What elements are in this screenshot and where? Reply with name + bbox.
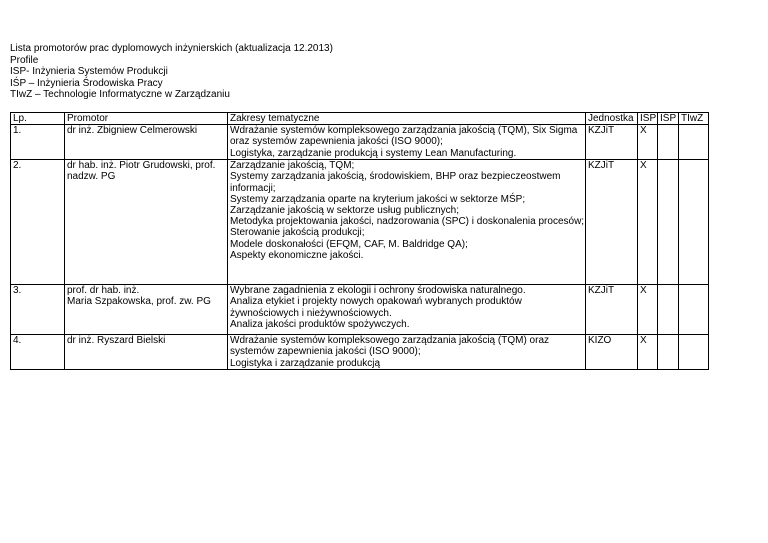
profile-isp: ISP- Inżynieria Systemów Produkcji	[10, 66, 168, 77]
column-header-lp: Lp.	[11, 113, 65, 125]
topic-line: Sterowanie jakością produkcji;	[230, 227, 365, 239]
topic-line: informacji;	[230, 182, 276, 194]
table-header-row	[11, 113, 709, 125]
topic-line: Metodyka projektowania jakości, nadzorowania (SPC) i doskonalenia procesów;	[230, 216, 585, 228]
cell-unit: KZJiT	[586, 285, 638, 335]
topic-line: Modele doskonałości (EFQM, CAF, M. Baldridge QA);	[230, 238, 468, 250]
column-header-isp2: IŚP	[658, 113, 679, 125]
profile-tiwz: TIwZ – Technologie Informatyczne w Zarządzaniu	[10, 89, 230, 100]
cell-tiwz	[679, 125, 709, 160]
promotor-line: nadzw. PG	[67, 171, 116, 183]
topic-line: Wybrane zagadnienia z ekologii i ochrony środowiska naturalnego.	[230, 285, 526, 297]
cell-promotor	[65, 160, 228, 285]
topic-line: systemów zapewnienia jakości (ISO 9000);	[230, 346, 421, 358]
topic-line: żywnościowych i nieżywnościowych.	[230, 307, 392, 319]
topic-line: Analiza etykiet i projekty nowych opakowań wybranych produktów	[230, 296, 522, 308]
cell-isp2	[658, 335, 679, 370]
cell-isp2	[658, 160, 679, 285]
table-row	[11, 285, 709, 335]
topic-line: Systemy zarządzania oparte na kryterium jakości w sektorze MŚP;	[230, 193, 526, 205]
topic-line: Analiza jakości produktów spożywczych.	[230, 318, 410, 330]
cell-topics	[228, 335, 586, 370]
promotors-table	[10, 112, 709, 370]
column-header-unit: Jednostka	[586, 113, 638, 125]
cell-unit: KZJiT	[586, 125, 638, 160]
cell-promotor	[65, 125, 228, 160]
cell-lp: 3.	[11, 285, 65, 335]
cell-topics	[228, 125, 586, 160]
profile-isp2: IŚP – Inżynieria Środowiska Pracy	[10, 77, 163, 89]
topic-line: Logistyka i zarządzanie produkcją	[230, 357, 381, 369]
document-header	[10, 43, 333, 101]
topic-line: Wdrażanie systemów kompleksowego zarządzania jakością (TQM) oraz	[230, 335, 550, 347]
column-header-topics: Zakresy tematyczne	[228, 113, 586, 125]
topic-line: Zarządzanie jakością w sektorze usług publicznych;	[230, 205, 459, 217]
table-row	[11, 335, 709, 370]
topic-line: Wdrażanie systemów kompleksowego zarządzania jakością (TQM), Six Sigma	[230, 125, 578, 137]
topic-line: Systemy zarządzania jakością, środowiskiem, BHP oraz bezpieczeostwem	[230, 171, 561, 183]
cell-isp: X	[638, 335, 658, 370]
promotor-line: dr inż. Zbigniew Celmerowski	[67, 125, 198, 137]
promotor-line: dr inż. Ryszard Bielski	[67, 335, 166, 347]
cell-promotor	[65, 335, 228, 370]
cell-topics	[228, 285, 586, 335]
cell-unit: KZJiT	[586, 160, 638, 285]
topic-line: Aspekty ekonomiczne jakości.	[230, 249, 364, 261]
cell-unit: KIZO	[586, 335, 638, 370]
promotor-line: Maria Szpakowska, prof. zw. PG	[67, 296, 211, 308]
cell-isp2	[658, 285, 679, 335]
cell-isp: X	[638, 160, 658, 285]
cell-lp: 1.	[11, 125, 65, 160]
promotor-line: dr hab. inż. Piotr Grudowski, prof.	[67, 160, 216, 172]
table-row	[11, 160, 709, 285]
profiles-heading: Profile	[10, 54, 39, 66]
topic-line: oraz systemów zapewnienia jakości (ISO 9000);	[230, 136, 443, 148]
promotor-line: prof. dr hab. inż.	[67, 285, 140, 297]
column-header-isp: ISP	[638, 113, 658, 125]
cell-isp: X	[638, 285, 658, 335]
cell-lp: 4.	[11, 335, 65, 370]
cell-lp: 2.	[11, 160, 65, 285]
document-title: Lista promotorów prac dyplomowych inżynierskich (aktualizacja 12.2013)	[10, 43, 333, 54]
table-row	[11, 125, 709, 160]
cell-tiwz	[679, 335, 709, 370]
cell-tiwz	[679, 285, 709, 335]
column-header-tiwz: TIwZ	[679, 113, 709, 125]
cell-promotor	[65, 285, 228, 335]
column-header-promotor: Promotor	[65, 113, 228, 125]
topic-line: Logistyka, zarządzanie produkcją i systemy Lean Manufacturing.	[230, 147, 517, 159]
topic-line: Zarządzanie jakością, TQM;	[230, 160, 355, 172]
cell-isp: X	[638, 125, 658, 160]
cell-isp2	[658, 125, 679, 160]
cell-tiwz	[679, 160, 709, 285]
cell-topics	[228, 160, 586, 285]
